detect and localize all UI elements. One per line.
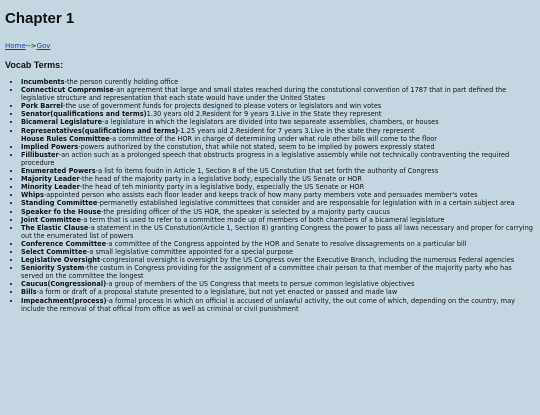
vocab-term: Senator(qualifications and terms)	[21, 110, 147, 119]
page-title: Chapter 1	[5, 10, 75, 27]
vocab-item	[21, 216, 534, 224]
vocab-definition: -appointed person who assists each floor leader and keeps track of how many party members vote and persuades member's votes	[43, 191, 478, 200]
vocab-definition: -a formal process in which on official is accused of unlawful activity, the out come of which, depending on the country, may include the removal of that offical from office as well as criminal or civil punishment	[21, 296, 516, 313]
vocab-definition: -the presiding officer of the US HOR, the speaker is selected by a majority party caucus	[101, 207, 390, 216]
vocab-item	[21, 191, 534, 199]
vocab-item	[21, 151, 534, 167]
vocab-item	[21, 256, 534, 264]
vocab-item	[21, 167, 534, 175]
vocab-item	[21, 118, 534, 126]
vocab-definition: -the use of government funds for projects designed to please voters or legislators and win votes	[63, 102, 382, 111]
vocab-term: House Rules Committee	[21, 134, 110, 143]
vocab-definition: -a small legislative committee appointed for a special purpose	[86, 247, 294, 256]
vocab-definition: -a committee of the Congress appointed by the HOR and Senate to resolve dissagrements on a particular bill	[106, 239, 467, 248]
vocab-term: Joint Committee	[21, 215, 82, 224]
vocab-item	[21, 240, 534, 248]
vocab-item	[21, 183, 534, 191]
vocab-definition: -the head of teh miniority party in a legislative body, especially the US Senate or HOR	[79, 183, 365, 192]
vocab-definition: -permanetly established legislative committees that consider and are responsable for legislation with in a certain subject area	[97, 199, 515, 208]
vocab-term: Seniority System	[21, 264, 85, 273]
vocab-term: Majority Leader	[21, 175, 80, 184]
vocab-term: Representatives(qualifications and terms)	[21, 126, 179, 135]
vocab-definition: 1.30 years old 2.Resident for 9 years 3.Live in the State they represent	[146, 110, 382, 119]
vocab-term: Legislative Oversight	[21, 256, 101, 265]
vocab-term: The Elastic Clause	[21, 223, 89, 232]
vocab-item	[21, 143, 534, 151]
vocab-item	[21, 264, 534, 280]
vocab-term: Bicameral Legislature	[21, 118, 103, 127]
vocab-item	[21, 224, 534, 240]
vocab-item	[21, 86, 534, 102]
section-title: Vocab Terms:	[5, 60, 64, 70]
vocab-item	[21, 288, 534, 296]
vocab-term: Connecticut Compromise	[21, 86, 114, 95]
vocab-term: Pork Barrel	[21, 102, 64, 111]
vocab-term: Speaker fo the House	[21, 207, 102, 216]
vocab-item	[21, 297, 534, 313]
vocab-definition: -a list fo items foudn in Article 1, Section 8 of the US Constution that set forth the authority of Congress	[95, 167, 439, 176]
vocab-definition: -the person curently holding office	[64, 78, 179, 86]
breadcrumb	[5, 42, 534, 51]
vocab-item	[21, 135, 534, 143]
vocab-term: Incumbents	[21, 78, 65, 86]
vocab-term: Enumerated Powers	[21, 167, 96, 176]
vocab-term: Whips	[21, 191, 44, 200]
vocab-item	[21, 280, 534, 288]
vocab-definition: -a form or draft of a proposal statute presented to a legislature, but not yet enacted or passed and made law	[36, 288, 398, 297]
vocab-term: Select Committee	[21, 247, 87, 256]
vocab-definition: -an action such as a prolonged speech that obstructs progress in a legislative assembly while not technically contraventing the required procedure	[21, 150, 510, 167]
vocab-term: Impeachment(process)	[21, 296, 107, 305]
breadcrumb-home-link[interactable]: Home	[5, 42, 26, 50]
vocab-item	[21, 199, 534, 207]
vocab-term: Bills	[21, 288, 37, 297]
vocab-item	[21, 208, 534, 216]
vocab-definition: -the head of the majority party in a legislative body, especially the US Senate or HOR	[79, 175, 362, 184]
vocab-term: Conference Committee	[21, 239, 107, 248]
vocab-term: Minority Leader	[21, 183, 80, 192]
vocab-term: Caucus(Congressional)	[21, 280, 107, 289]
vocab-definition: -a committee of the HOR in charge of determining under what rule other bills will come to the floor	[109, 134, 437, 143]
vocab-definition: -1.25 years old 2.Resident for 7 years 3.Live in the state they represent	[178, 126, 415, 135]
vocab-definition: -the costum in Congress providing for the assignment of a committee chair person to that member of the majority party who has served on the committee the longest	[21, 264, 512, 281]
vocab-term: Implied Powers	[21, 142, 79, 151]
vocab-item	[21, 110, 534, 118]
vocab-definition: -a group of members of the US Congress that meets to persue common legislative objectives	[106, 280, 415, 289]
vocab-definition: -a term that is used to refer to a committee made up of members of both chambers of a bicameral legislature	[81, 215, 445, 224]
vocab-item	[21, 175, 534, 183]
vocab-item	[21, 127, 534, 135]
vocab-item	[21, 102, 534, 110]
vocab-term: Fillibuster	[21, 150, 59, 159]
vocab-item	[21, 78, 534, 86]
breadcrumb-gov-link[interactable]: Gov	[36, 42, 51, 50]
vocab-definition: -a statement in the US Constution(Article 1, Section 8) granting Congress the power to pass all laws necessary and proper for carrying out the enumerated list of powers	[21, 223, 533, 240]
vocab-term: Standing Committee	[21, 199, 98, 208]
vocab-definition: -a legislature in which the legislators are divided into two separeate assemblies, chambers, or houses	[102, 118, 439, 127]
vocab-definition: -an agreement that large and small states reached during the constutional convention of 1787 that in part defined the legislative structure and representation that each state would have under the United States	[21, 86, 507, 103]
vocab-definition: -congresional oversight is oversight by the US Congress over the Executive Branch, including the numerous Federal agencies	[100, 256, 515, 265]
vocab-item	[21, 248, 534, 256]
vocab-list	[5, 78, 534, 313]
breadcrumb-separator: -->	[25, 42, 37, 50]
vocab-definition: -powers authorized by the constution, that while not stated, seem to be implied by powers expressly stated	[78, 142, 435, 151]
